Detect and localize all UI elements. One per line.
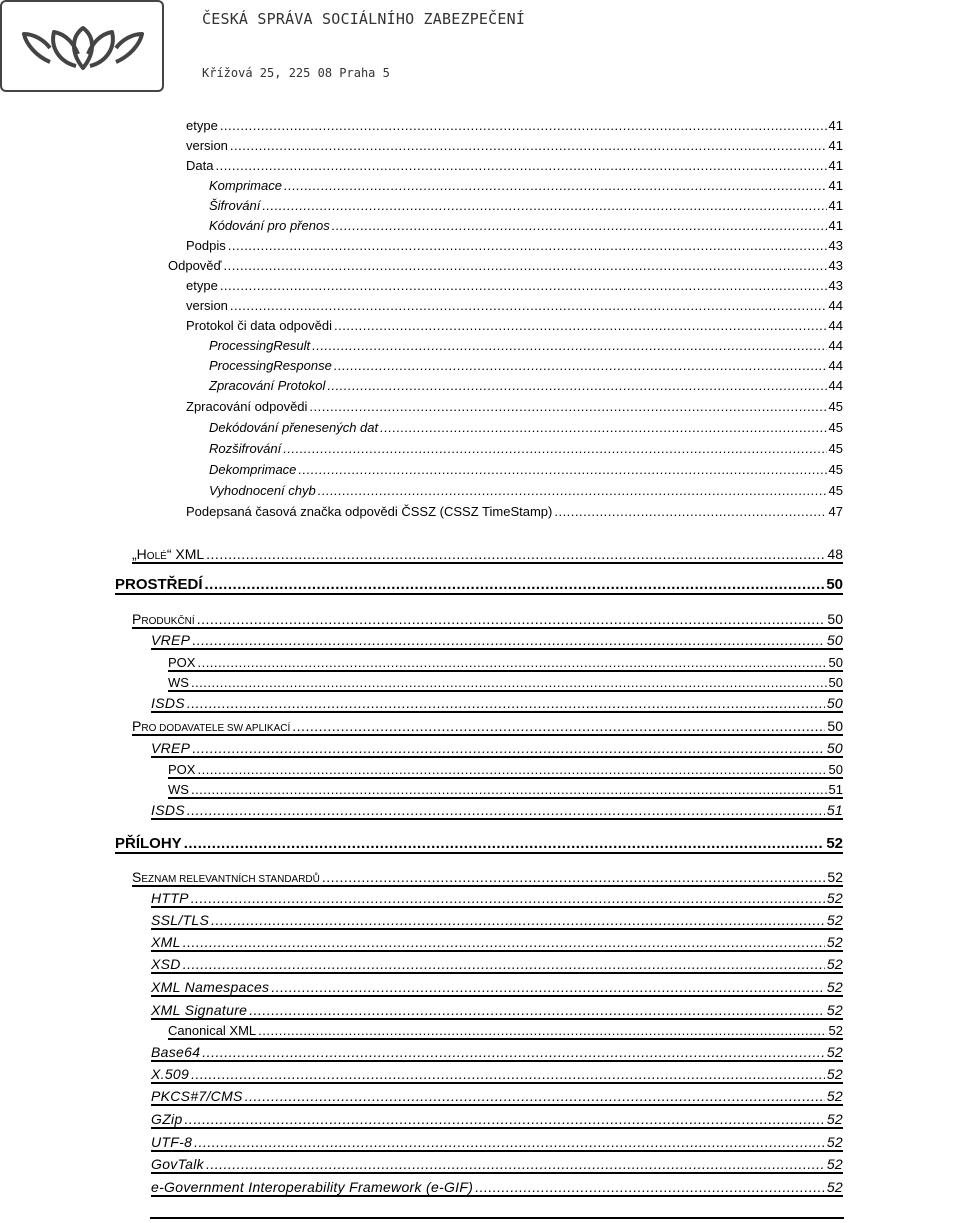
toc-entry[interactable]: Podepsaná časová značka odpovědi ČSSZ (CSSZ TimeStamp) ..... 47 (186, 504, 843, 519)
toc-entry[interactable]: ISDS ..... 50 (151, 695, 843, 713)
toc-entry[interactable]: Zpracování odpovědi ..... 45 (186, 399, 843, 414)
toc-entry[interactable]: UTF-8 ..... 52 (151, 1134, 843, 1152)
toc-entry[interactable]: POX ..... 50 (168, 655, 843, 672)
toc-entry[interactable]: Zpracování Protokol ..... 44 (209, 378, 843, 393)
toc-entry[interactable]: e-Government Interoperability Framework (e-GIF) ..... 52 (151, 1179, 843, 1197)
toc-entry[interactable]: X.509 ..... 52 (151, 1066, 843, 1084)
toc-entry[interactable]: Odpověď ..... 43 (168, 258, 843, 273)
toc-entry[interactable]: „HOLÉ“ XML ..... 48 (132, 546, 843, 564)
toc-entry[interactable]: GZip ..... 52 (151, 1111, 843, 1129)
toc-entry[interactable]: PRO DODAVATELE SW APLIKACÍ ..... 50 (132, 718, 843, 736)
toc-entry[interactable]: PRODUKČNÍ ..... 50 (132, 611, 843, 629)
toc-entry[interactable]: WS ..... 51 (168, 782, 843, 799)
toc-entry[interactable]: Podpis ..... 43 (186, 238, 843, 253)
toc-entry[interactable]: ProcessingResponse ..... 44 (209, 358, 843, 373)
toc-entry[interactable]: version ..... 44 (186, 298, 843, 313)
toc-entry[interactable]: PKCS#7/CMS ..... 52 (151, 1088, 843, 1106)
toc-entry[interactable]: SEZNAM RELEVANTNÍCH STANDARDŮ ..... 52 (132, 869, 843, 887)
toc-entry[interactable]: version ..... 41 (186, 138, 843, 153)
toc-entry[interactable]: PROSTŘEDÍ ..... 50 (115, 576, 843, 595)
toc-entry[interactable]: GovTalk ..... 52 (151, 1156, 843, 1174)
toc-entry[interactable]: Data ..... 41 (186, 158, 843, 173)
toc-entry[interactable]: WS ..... 50 (168, 675, 843, 692)
toc-entry[interactable]: PŘÍLOHY ..... 52 (115, 835, 843, 854)
toc-entry[interactable]: XML Signature ..... 52 (151, 1002, 843, 1020)
toc-entry[interactable]: ISDS ..... 51 (151, 802, 843, 820)
logo (0, 0, 164, 92)
toc-entry[interactable]: etype ..... 41 (186, 118, 843, 133)
toc-entry[interactable]: SSL/TLS ..... 52 (151, 912, 843, 930)
toc-entry[interactable]: XSD ..... 52 (151, 956, 843, 974)
toc-entry[interactable]: XML Namespaces ..... 52 (151, 979, 843, 997)
toc-entry[interactable]: Rozšifrování ..... 45 (209, 441, 843, 456)
toc-entry[interactable]: Dekódování přenesených dat ..... 45 (209, 420, 843, 435)
footer-divider (150, 1217, 844, 1219)
toc-entry[interactable]: Base64 ..... 52 (151, 1044, 843, 1062)
toc-entry[interactable]: Dekomprimace ..... 45 (209, 462, 843, 477)
toc-entry[interactable]: POX ..... 50 (168, 762, 843, 779)
toc-entry[interactable]: Komprimace ..... 41 (209, 178, 843, 193)
toc-entry[interactable]: Canonical XML ..... 52 (168, 1023, 843, 1040)
toc-entry[interactable]: HTTP ..... 52 (151, 890, 843, 908)
toc-entry[interactable]: VREP ..... 50 (151, 632, 843, 650)
organization-name: ČESKÁ SPRÁVA SOCIÁLNÍHO ZABEZPEČENÍ (202, 10, 526, 28)
toc-entry[interactable]: etype ..... 43 (186, 278, 843, 293)
toc-entry[interactable]: VREP ..... 50 (151, 740, 843, 758)
toc-entry[interactable]: Šifrování ..... 41 (209, 198, 843, 213)
toc-entry[interactable]: Protokol či data odpovědi ..... 44 (186, 318, 843, 333)
toc-entry[interactable]: Kódování pro přenos ..... 41 (209, 218, 843, 233)
toc-entry[interactable]: ProcessingResult ..... 44 (209, 338, 843, 353)
lotus-logo-icon (16, 22, 150, 74)
organization-address: Křížová 25, 225 08 Praha 5 (202, 66, 390, 80)
toc-entry[interactable]: Vyhodnocení chyb ..... 45 (209, 483, 843, 498)
toc-entry[interactable]: XML ..... 52 (151, 934, 843, 952)
